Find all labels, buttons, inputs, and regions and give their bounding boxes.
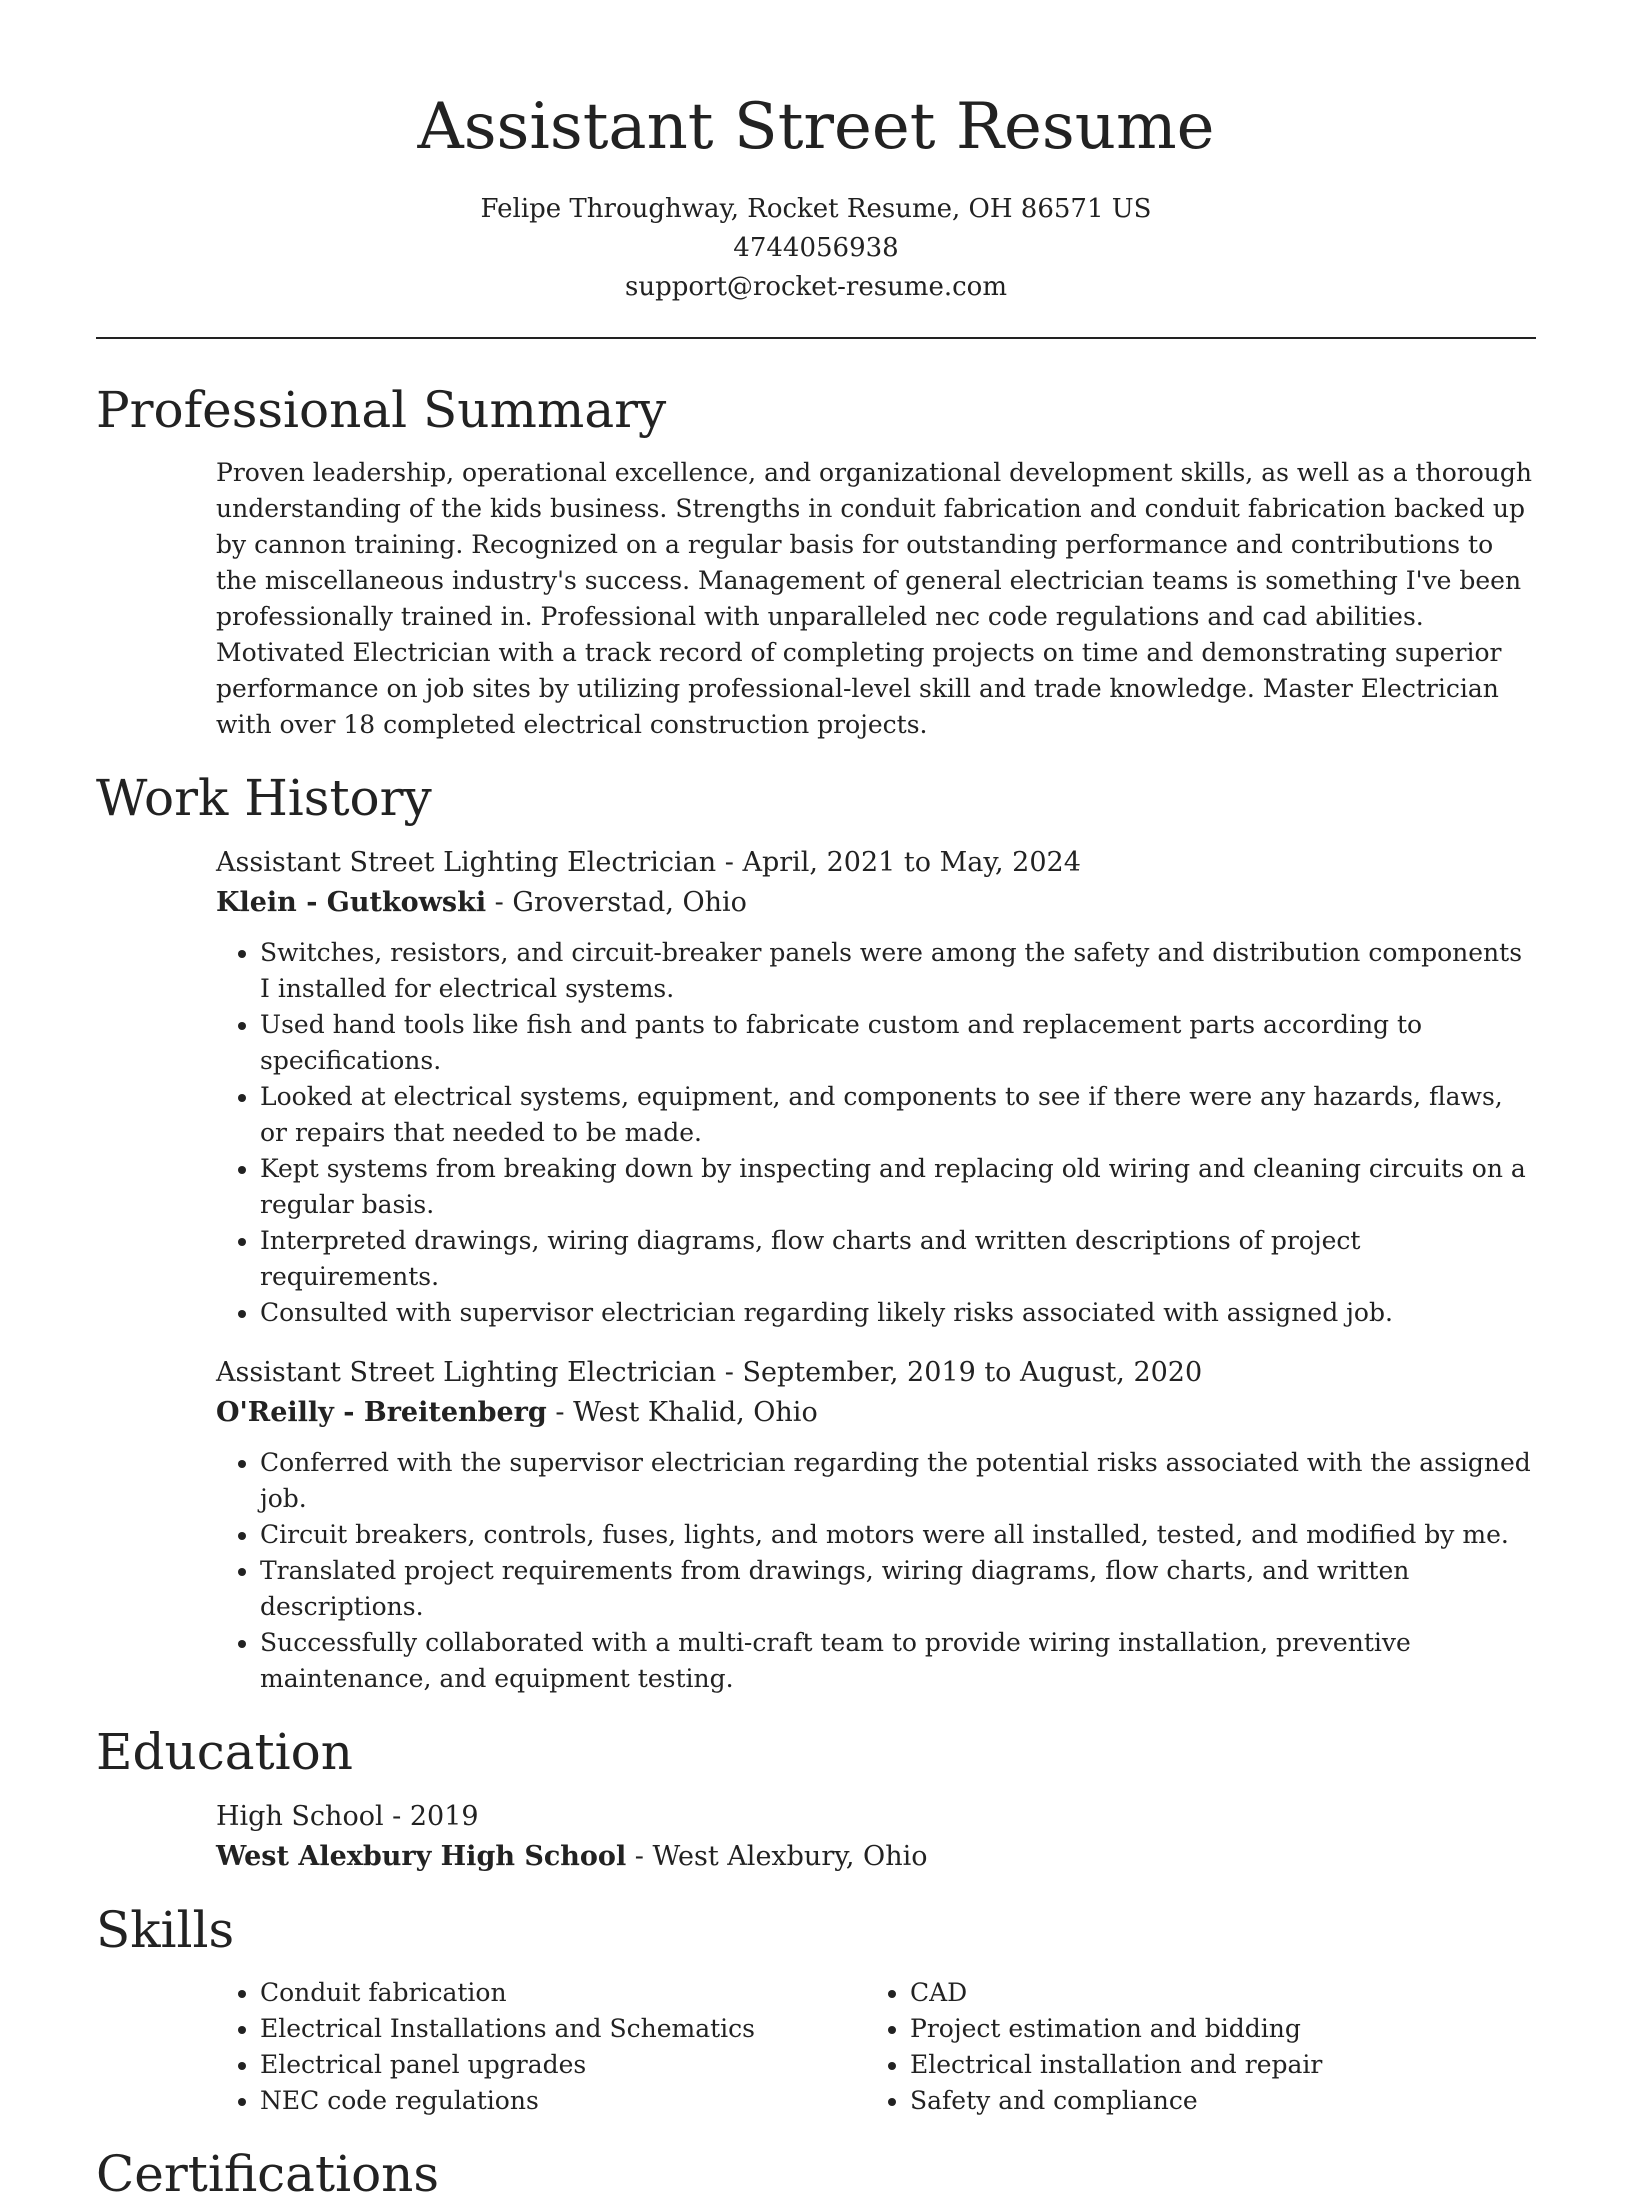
job-bullet: • Used hand tools like fish and pants to fabricate custom and replacement parts according to specifications. [260, 1007, 1536, 1079]
job-bullet: • Consulted with supervisor electrician regarding likely risks associated with assigned job. [260, 1295, 1536, 1331]
job-position: Assistant Street Lighting Electrician [216, 847, 717, 878]
job-bullet: • Interpreted drawings, wiring diagrams, flow charts and written descriptions of project requirements. [260, 1223, 1536, 1295]
job-company: Klein - Gutkowski [216, 887, 487, 918]
job-bullet: • Circuit breakers, controls, fuses, lights, and motors were all installed, tested, and modified by me. [260, 1517, 1536, 1553]
job-bullet: • Looked at electrical systems, equipment, and components to see if there were any hazards, flaws, or repairs that needed to be made. [260, 1079, 1536, 1151]
education-year: - 2019 [383, 1801, 479, 1832]
job-position: Assistant Street Lighting Electrician [216, 1357, 717, 1388]
summary-text: Proven leadership, operational excellence, and organizational development skills, as well as a thorough understanding of the kids business. Strengths in conduit fabrication and conduit fabrication backed up by cannon training. Recognized on a regular basis for outstanding performance and contributions to the miscellaneous industry's success. Management of general electrician teams is something I've been professionally trained in. Professional with unparalleled nec code regulations and cad abilities. Motivated Electrician with a track record of completing projects on time and demonstrating superior performance on job sites by utilizing professional-level skill and trade knowledge. Master Electrician with over 18 completed electrical construction projects. [216, 458, 1532, 739]
skill-item: • Electrical panel upgrades [260, 2047, 866, 2083]
skills-list-right [866, 1975, 1516, 2119]
skill-item: • NEC code regulations [260, 2083, 866, 2119]
job-company-line [216, 883, 1536, 923]
resume-page [96, 0, 1536, 2203]
header-divider [96, 337, 1536, 339]
skills-grid [216, 1975, 1536, 2119]
skill-item: • Safety and compliance [910, 2083, 1516, 2119]
education-title: Education [96, 1723, 353, 1781]
job-bullets [216, 1445, 1536, 1697]
job-company-line [216, 1393, 1536, 1433]
certifications-title: Certifications [96, 2145, 440, 2203]
education-location: - West Alexbury, Ohio [626, 1841, 928, 1872]
skill-item: • Electrical installation and repair [910, 2047, 1516, 2083]
contact-address: Felipe Throughway, Rocket Resume, OH 86571 US [480, 194, 1152, 224]
job-bullets [216, 935, 1536, 1331]
skills-list-left [216, 1975, 866, 2119]
work-history-section [96, 765, 1536, 1697]
job-entry [216, 1353, 1536, 1697]
education-degree: High School [216, 1801, 384, 1832]
skill-item: • Conduit fabrication [260, 1975, 866, 2011]
job-dates: - April, 2021 to May, 2024 [716, 847, 1081, 878]
job-bullet: • Translated project requirements from drawings, wiring diagrams, flow charts, and written descriptions. [260, 1553, 1536, 1625]
job-entry [216, 843, 1536, 1331]
contact-block [96, 190, 1536, 307]
education-degree-line [216, 1797, 1536, 1837]
education-school: West Alexbury High School [216, 1841, 627, 1872]
education-entry [216, 1797, 1536, 1877]
resume-name: Assistant Street Resume [417, 90, 1215, 164]
job-bullet: • Switches, resistors, and circuit-breaker panels were among the safety and distribution components I installed for electrical systems. [260, 935, 1536, 1007]
summary-section [96, 377, 1536, 743]
contact-phone: 4744056938 [733, 233, 899, 263]
skills-section [96, 1897, 1536, 2119]
work-history-title: Work History [96, 769, 432, 827]
summary-title: Professional Summary [96, 381, 667, 439]
job-company: O'Reilly - Breitenberg [216, 1397, 547, 1428]
skill-item: • Electrical Installations and Schematics [260, 2011, 866, 2047]
certifications-section [96, 2141, 1536, 2207]
job-location: - Groverstad, Ohio [486, 887, 747, 918]
skills-title: Skills [96, 1901, 235, 1959]
skill-item: • Project estimation and bidding [910, 2011, 1516, 2047]
education-school-line [216, 1837, 1536, 1877]
contact-email: support@rocket-resume.com [624, 272, 1007, 302]
job-bullet: • Successfully collaborated with a multi-craft team to provide wiring installation, preventive maintenance, and equipment testing. [260, 1625, 1536, 1697]
job-dates: - September, 2019 to August, 2020 [716, 1357, 1203, 1388]
job-title-line [216, 1353, 1536, 1393]
job-title-line [216, 843, 1536, 883]
education-section [96, 1719, 1536, 1877]
job-bullet: • Conferred with the supervisor electrician regarding the potential risks associated with the assigned job. [260, 1445, 1536, 1517]
resume-header [96, 0, 1536, 307]
job-location: - West Khalid, Ohio [546, 1397, 818, 1428]
job-bullet: • Kept systems from breaking down by inspecting and replacing old wiring and cleaning circuits on a regular basis. [260, 1151, 1536, 1223]
skill-item: • CAD [910, 1975, 1516, 2011]
